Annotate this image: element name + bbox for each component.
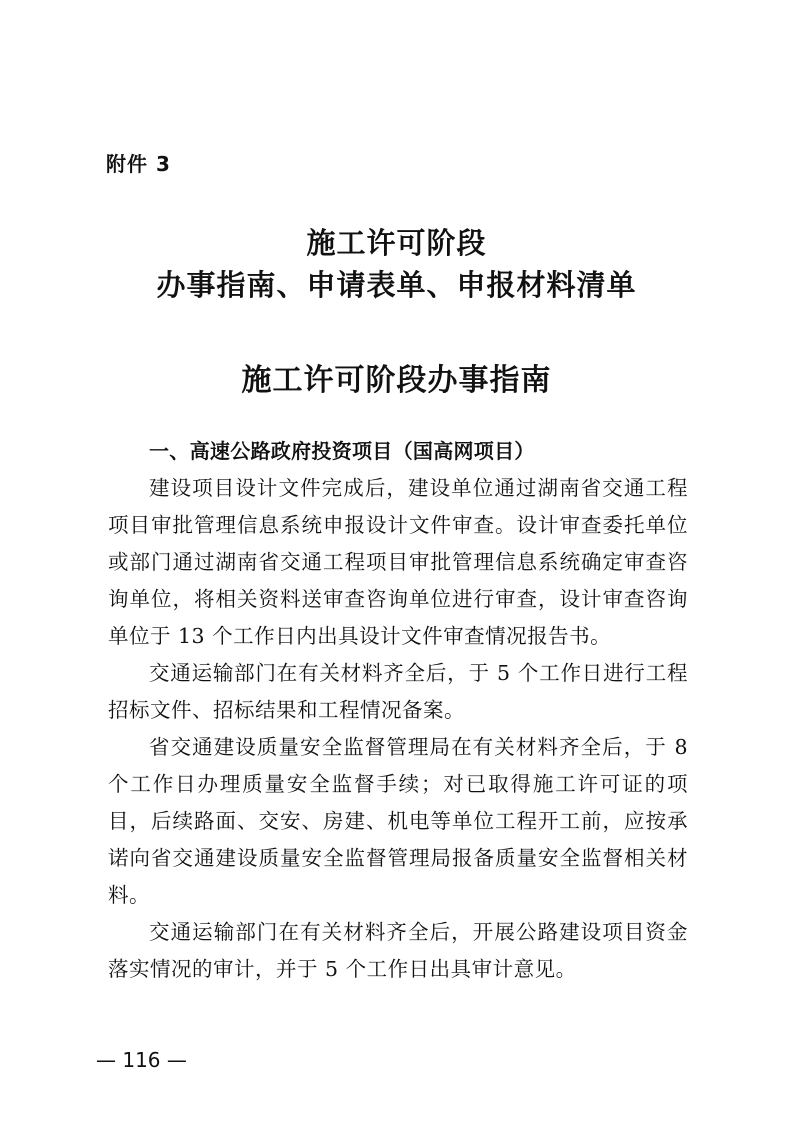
document-title-line-2: 办事指南、申请表单、申报材料清单 xyxy=(156,268,637,302)
attachment-label: 附件 3 xyxy=(106,152,171,176)
paragraph-design-review: 建设项目设计文件完成后，建设单位通过湖南省交通工程项目审批管理信息系统申报设计文件审查。设计审查委托单位或部门通过湖南省交通工程项目审批管理信息系统确定审查咨询单位，将相关资料送审查咨询单位进行审查，设计审查咨询单位于 13 个工作日内出具设计文件审查情况报告书。 xyxy=(108,476,688,648)
paragraph-funding-audit: 交通运输部门在有关材料齐全后，开展公路建设项目资金落实情况的审计，并于 5 个工作日出具审计意见。 xyxy=(108,920,688,981)
page-number: — 116 — xyxy=(96,1048,187,1072)
document-title-line-1: 施工许可阶段 xyxy=(306,226,487,260)
section-heading: 一、高速公路政府投资项目（国高网项目） xyxy=(149,439,535,463)
section-title: 施工许可阶段办事指南 xyxy=(241,363,552,398)
paragraph-quality-supervision: 省交通建设质量安全监督管理局在有关材料齐全后，于 8 个工作日办理质量安全监督手续；对已取得施工许可证的项目，后续路面、交安、房建、机电等单位工程开工前，应按承诺向省交通建设质量安全监督管理局报备质量安全监督相关材料。 xyxy=(108,735,688,907)
paragraph-tender-filing: 交通运输部门在有关材料齐全后，于 5 个工作日进行工程招标文件、招标结果和工程情况备案。 xyxy=(108,661,688,722)
document-body xyxy=(108,433,688,988)
